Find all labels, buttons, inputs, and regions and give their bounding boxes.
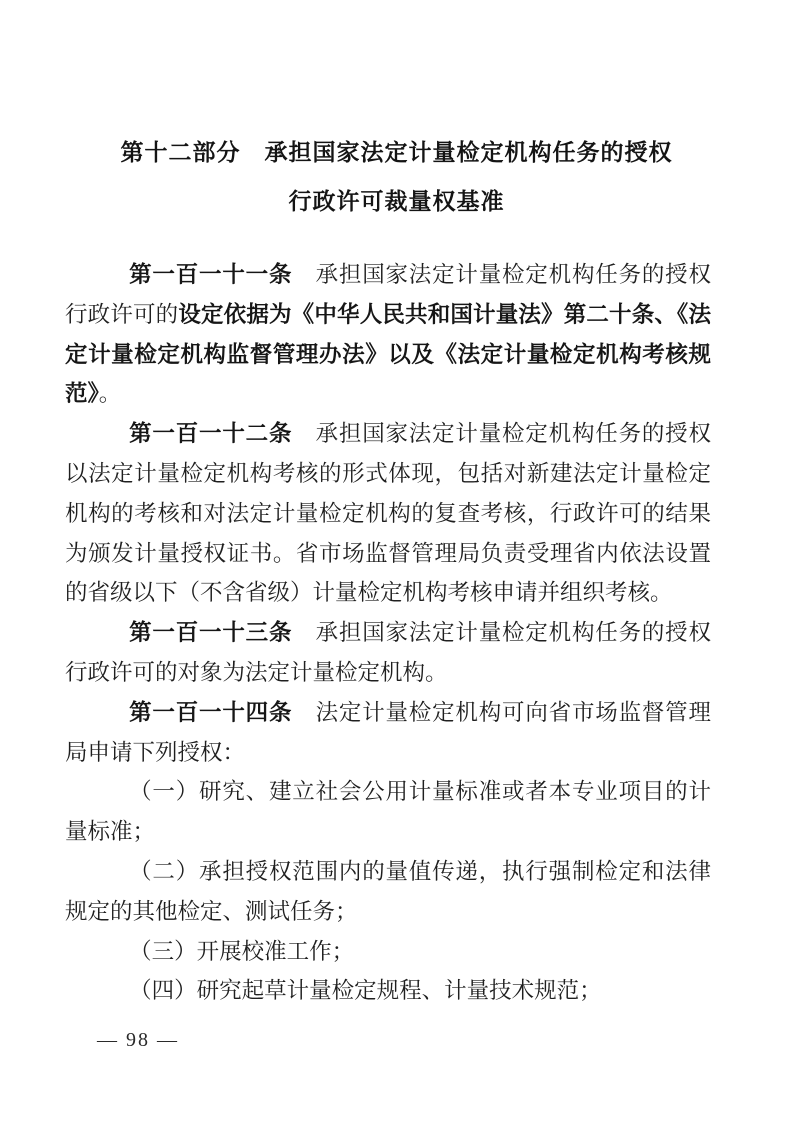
- paragraph-7: [65, 932, 711, 972]
- paragraph-2: [65, 414, 711, 613]
- list-item-text: （四）研究起草计量检定规程、计量技术规范；: [129, 978, 602, 1004]
- paragraph-1: [65, 255, 711, 414]
- body-text: 承担国家法定计量检定机构任务的授权以法定计量检定机构考核的形式体现，包括对新建法定计量检定机构的考核和对法定计量检定机构的复查考核，行政许可的结果为颁发计量授权证书。省市场监督管理局负责受理省内依法设置的省级以下（不含省级）计量检定机构考核申请并组织考核。: [65, 421, 711, 606]
- list-item-text: （二）承担授权范围内的量值传递，执行强制检定和法律规定的其他检定、测试任务；: [65, 858, 711, 924]
- body-text: 承担国家法定计量检定机构任务的授权行政许可的: [65, 262, 711, 327]
- paragraph-8: [65, 971, 711, 1011]
- title-line-1: 第十二部分 承担国家法定计量检定机构任务的授权: [120, 139, 673, 165]
- paragraph-6: [65, 852, 711, 932]
- title-line-2: 行政许可裁量权基准: [288, 188, 505, 214]
- list-item-text: （一）研究、建立社会公用计量标准或者本专业项目的计量标准；: [65, 779, 711, 845]
- body-text: 法定计量检定机构可向省市场监督管理局申请下列授权：: [65, 699, 711, 765]
- paragraph-4: [65, 693, 711, 773]
- paragraph-3: [65, 613, 711, 693]
- article-number: 第一百一十四条: [129, 699, 293, 725]
- document-title: [0, 128, 793, 226]
- article-number: 第一百一十一条: [129, 262, 293, 287]
- list-item-text: （三）开展校准工作；: [129, 938, 355, 964]
- body-text: 承担国家法定计量检定机构任务的授权行政许可的对象为法定计量检定机构。: [65, 620, 711, 685]
- document-body: [65, 255, 711, 1011]
- emphasis-text: 设定依据为《中华人民共和国计量法》第二十条、《法定计量检定机构监督管理办法》以及《法定计量检定机构考核规范》: [65, 301, 711, 407]
- paragraph-5: [65, 772, 711, 852]
- body-text: 。: [98, 381, 122, 407]
- page-number: — 98 —: [97, 1029, 179, 1051]
- article-number: 第一百一十二条: [129, 421, 293, 447]
- article-number: 第一百一十三条: [129, 620, 293, 646]
